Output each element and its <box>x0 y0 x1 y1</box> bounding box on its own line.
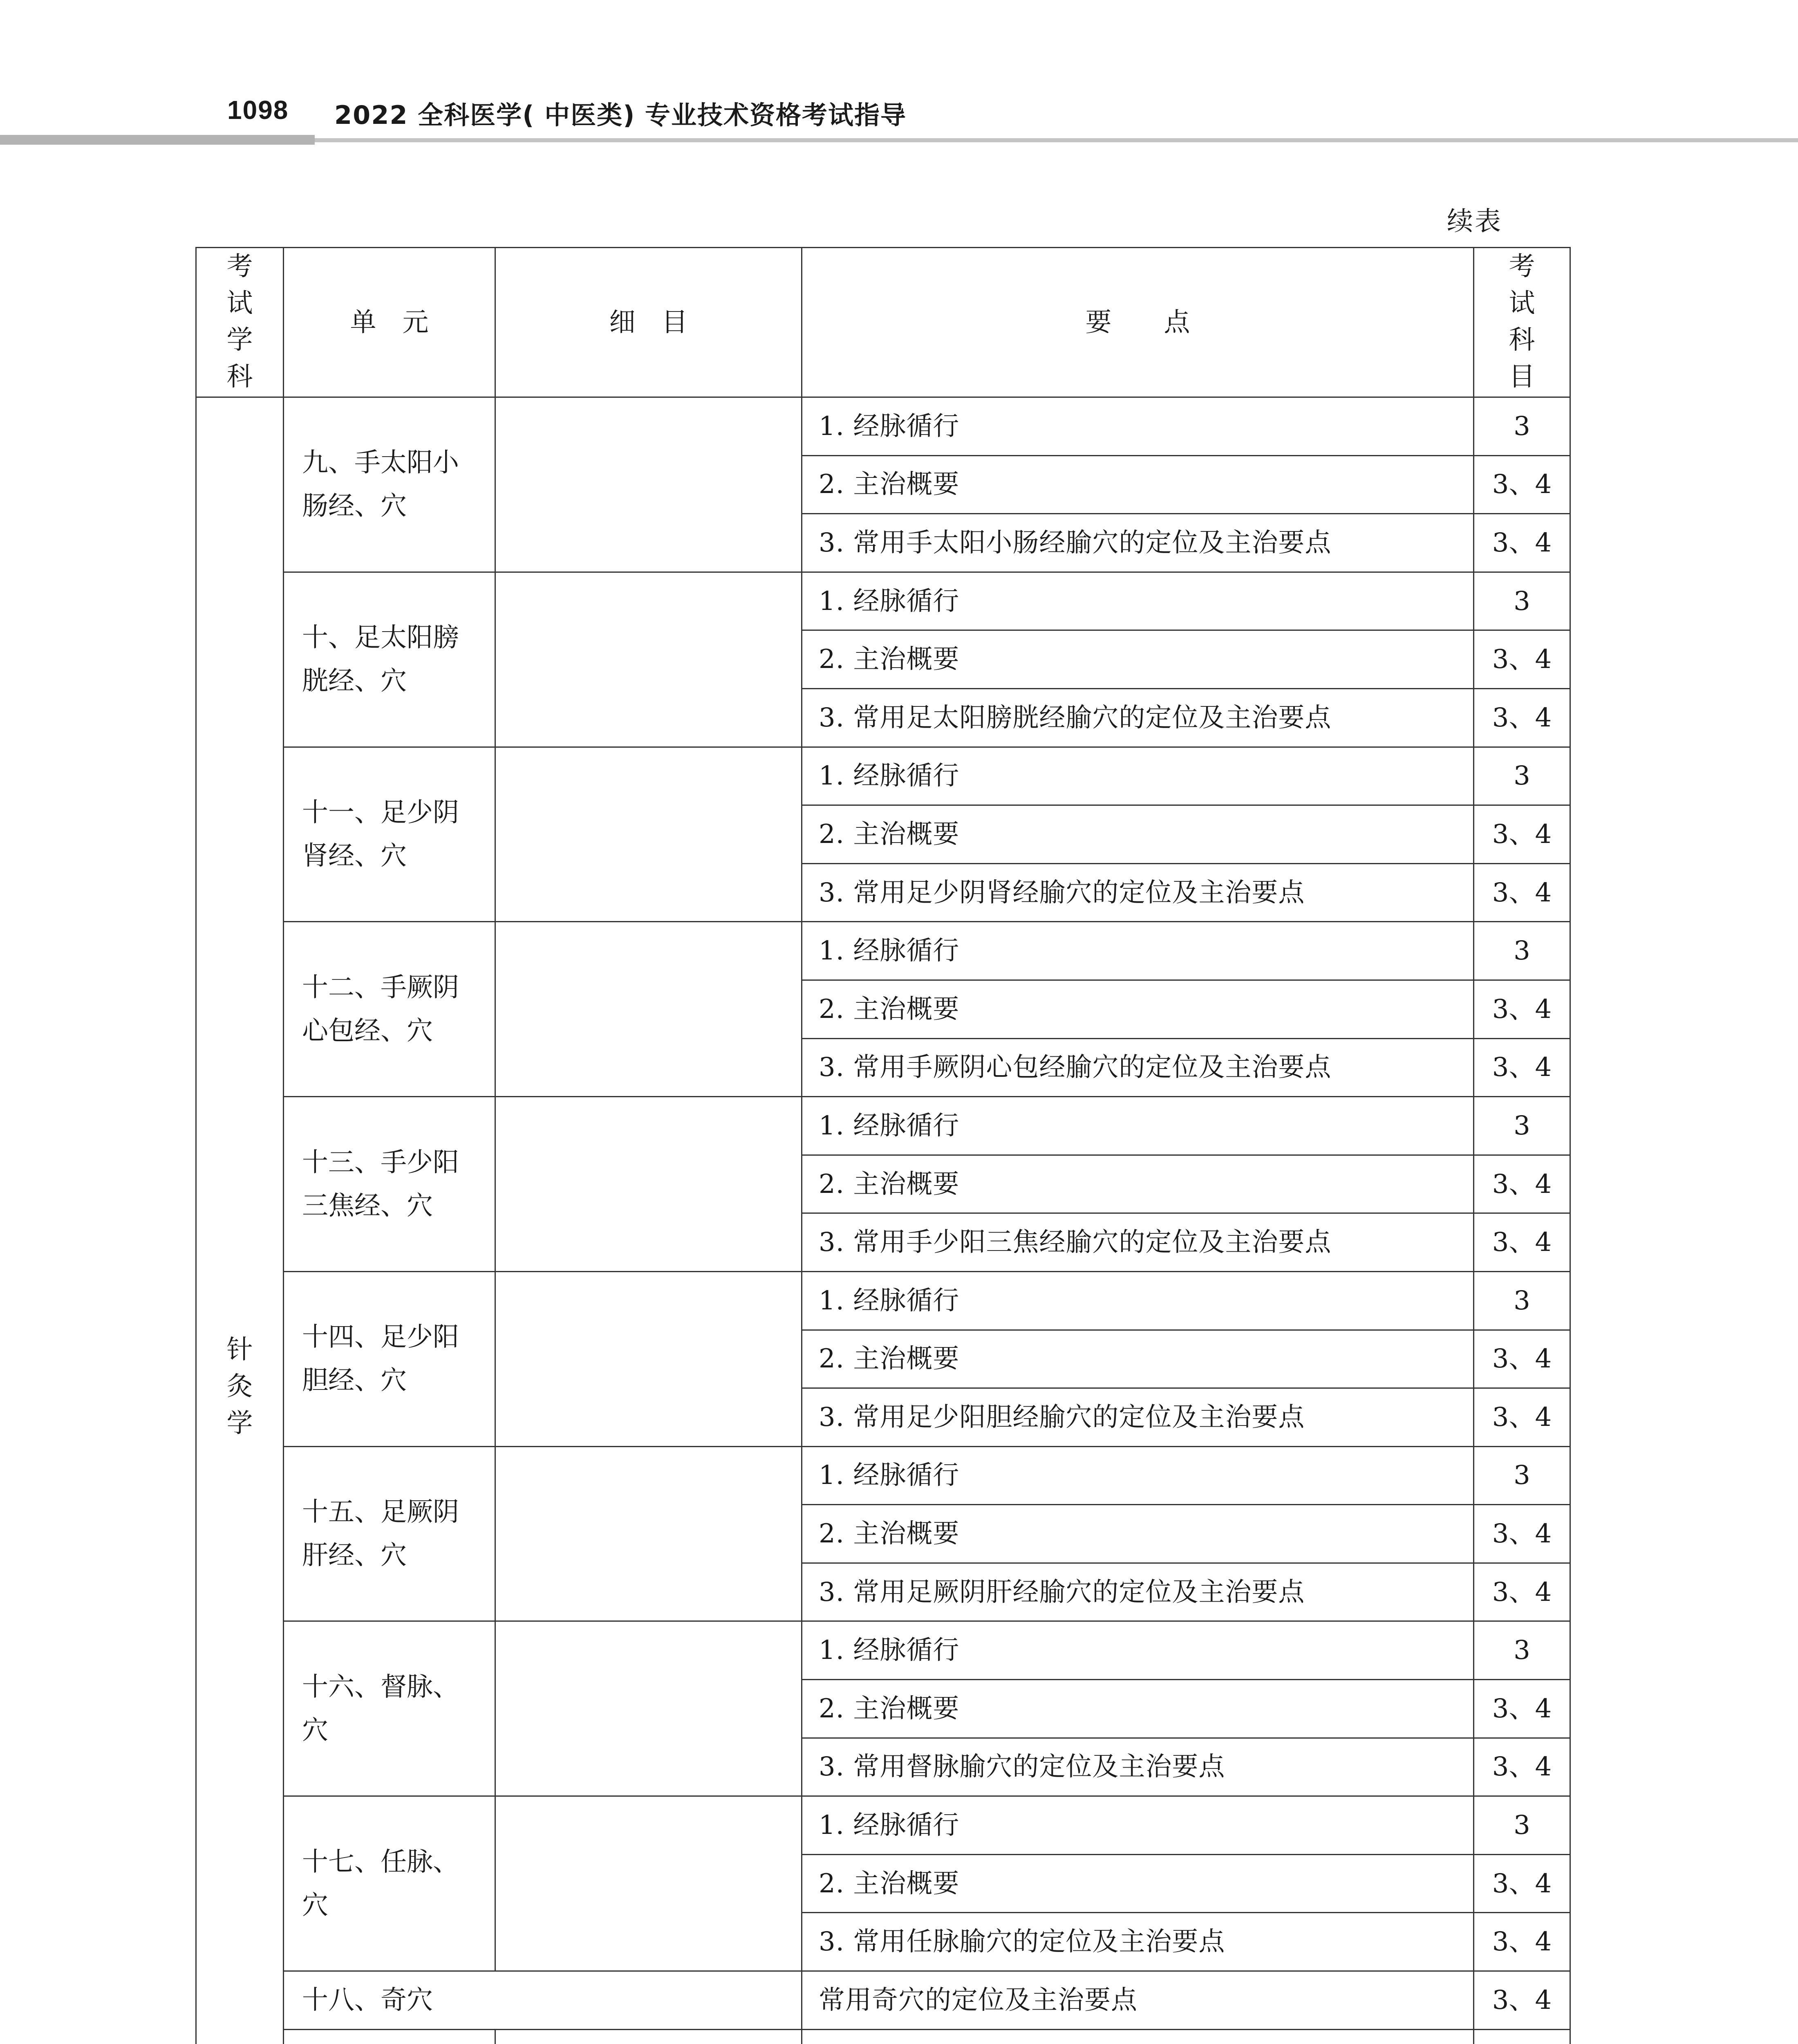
point-cell: 1. 经脉循行 <box>802 1796 1474 1855</box>
unit-cell: 十、足太阳膀胱经、穴 <box>284 572 495 747</box>
exam-code-cell: 3、4 <box>1474 514 1570 572</box>
table-row <box>196 2029 1570 2044</box>
detail-cell <box>495 1621 802 1796</box>
table-row <box>196 397 1570 456</box>
point-cell: 3. 常用足太阳膀胱经腧穴的定位及主治要点 <box>802 688 1474 747</box>
exam-code-cell: 3、4 <box>1474 1563 1570 1621</box>
point-cell: 2. 主治概要 <box>802 1330 1474 1388</box>
unit-cell <box>284 2029 495 2044</box>
exam-code-cell <box>1474 2029 1570 2044</box>
detail-cell <box>495 1446 802 1621</box>
table-row <box>196 1621 1570 1680</box>
book-title: 2022 全科医学( 中医类) 专业技术资格考试指导 <box>334 100 907 130</box>
header-detail: 细 目 <box>495 248 802 397</box>
point-cell: 3. 常用手厥阴心包经腧穴的定位及主治要点 <box>802 1038 1474 1097</box>
unit-cell: 十三、手少阳三焦经、穴 <box>284 1097 495 1272</box>
unit-cell: 十四、足少阳胆经、穴 <box>284 1271 495 1446</box>
detail-cell <box>495 922 802 1097</box>
point-cell: 3. 常用督脉腧穴的定位及主治要点 <box>802 1738 1474 1796</box>
point-cell: 1. 经脉循行 <box>802 1271 1474 1330</box>
point-cell: 1. 经脉循行 <box>802 397 1474 456</box>
point-cell: 1. 经脉循行 <box>802 1621 1474 1680</box>
exam-code-cell: 3、4 <box>1474 1971 1570 2030</box>
point-cell: 3. 常用足少阳胆经腧穴的定位及主治要点 <box>802 1388 1474 1447</box>
exam-code-cell: 3 <box>1474 1097 1570 1155</box>
exam-code-cell: 3、4 <box>1474 805 1570 864</box>
exam-code-cell: 3、4 <box>1474 1738 1570 1796</box>
exam-code-cell: 3 <box>1474 922 1570 980</box>
unit-cell: 十八、奇穴 <box>284 1971 802 2030</box>
exam-code-cell: 3 <box>1474 1446 1570 1505</box>
header-rule <box>315 138 1798 142</box>
exam-code-cell: 3、4 <box>1474 1213 1570 1272</box>
point-cell: 2. 主治概要 <box>802 1155 1474 1213</box>
point-cell: 1. 经脉循行 <box>802 1097 1474 1155</box>
unit-cell: 十一、足少阴肾经、穴 <box>284 747 495 922</box>
point-cell <box>802 2029 1474 2044</box>
exam-code-cell: 3 <box>1474 747 1570 805</box>
page-header <box>0 0 1798 147</box>
point-cell: 3. 常用手太阳小肠经腧穴的定位及主治要点 <box>802 514 1474 572</box>
point-cell: 3. 常用任脉腧穴的定位及主治要点 <box>802 1913 1474 1971</box>
exam-code-cell: 3、4 <box>1474 1330 1570 1388</box>
page-number: 1098 <box>227 95 289 125</box>
point-cell: 2. 主治概要 <box>802 455 1474 514</box>
exam-code-cell: 3、4 <box>1474 1854 1570 1913</box>
continued-label: 续表 <box>1447 206 1502 237</box>
point-cell: 2. 主治概要 <box>802 980 1474 1038</box>
exam-code-cell: 3、4 <box>1474 863 1570 922</box>
exam-code-cell: 3、4 <box>1474 1505 1570 1563</box>
point-cell: 1. 经脉循行 <box>802 922 1474 980</box>
subject-name: 针灸学 <box>226 1334 253 1439</box>
detail-cell <box>495 1796 802 1971</box>
table-row <box>196 1796 1570 1855</box>
header-rule-accent <box>0 135 315 145</box>
table-row <box>196 922 1570 980</box>
point-cell: 2. 主治概要 <box>802 805 1474 864</box>
exam-code-cell: 3、4 <box>1474 1155 1570 1213</box>
table-row <box>196 1097 1570 1155</box>
point-cell: 常用奇穴的定位及主治要点 <box>802 1971 1474 2030</box>
header-subject: 考试学科 <box>196 248 284 397</box>
header-unit: 单 元 <box>284 248 495 397</box>
table-header-row <box>196 248 1570 397</box>
table-row <box>196 1971 1570 2030</box>
table-row <box>196 1446 1570 1505</box>
detail-cell <box>495 572 802 747</box>
point-cell: 1. 经脉循行 <box>802 747 1474 805</box>
exam-code-cell: 3 <box>1474 572 1570 630</box>
point-cell: 2. 主治概要 <box>802 1854 1474 1913</box>
exam-code-cell: 3、4 <box>1474 688 1570 747</box>
exam-code-cell: 3、4 <box>1474 1913 1570 1971</box>
point-cell: 2. 主治概要 <box>802 630 1474 689</box>
detail-cell <box>495 2029 802 2044</box>
table-row <box>196 572 1570 630</box>
detail-cell <box>495 747 802 922</box>
exam-code-cell: 3 <box>1474 1621 1570 1680</box>
unit-cell: 九、手太阳小肠经、穴 <box>284 397 495 572</box>
exam-code-cell: 3 <box>1474 1796 1570 1855</box>
point-cell: 2. 主治概要 <box>802 1505 1474 1563</box>
point-cell: 1. 经脉循行 <box>802 1446 1474 1505</box>
subject-cell <box>196 397 284 2044</box>
exam-code-cell: 3、4 <box>1474 980 1570 1038</box>
unit-cell: 十六、督脉、穴 <box>284 1621 495 1796</box>
header-point: 要 点 <box>802 248 1474 397</box>
exam-code-cell: 3、4 <box>1474 1680 1570 1738</box>
point-cell: 3. 常用手少阳三焦经腧穴的定位及主治要点 <box>802 1213 1474 1272</box>
exam-code-cell: 3、4 <box>1474 1388 1570 1447</box>
detail-cell <box>495 1097 802 1272</box>
detail-cell <box>495 397 802 572</box>
detail-cell <box>495 1271 802 1446</box>
exam-code-cell: 3、4 <box>1474 455 1570 514</box>
syllabus-table <box>195 247 1571 2044</box>
header-exam: 考试科目 <box>1474 248 1570 397</box>
exam-code-cell: 3、4 <box>1474 1038 1570 1097</box>
unit-cell: 十七、任脉、穴 <box>284 1796 495 1971</box>
exam-code-cell: 3 <box>1474 397 1570 456</box>
point-cell: 1. 经脉循行 <box>802 572 1474 630</box>
exam-code-cell: 3 <box>1474 1271 1570 1330</box>
exam-code-cell: 3、4 <box>1474 630 1570 689</box>
table-row <box>196 1271 1570 1330</box>
point-cell: 3. 常用足厥阴肝经腧穴的定位及主治要点 <box>802 1563 1474 1621</box>
point-cell: 2. 主治概要 <box>802 1680 1474 1738</box>
point-cell: 3. 常用足少阴肾经腧穴的定位及主治要点 <box>802 863 1474 922</box>
table-row <box>196 747 1570 805</box>
unit-cell: 十二、手厥阴心包经、穴 <box>284 922 495 1097</box>
unit-cell: 十五、足厥阴肝经、穴 <box>284 1446 495 1621</box>
